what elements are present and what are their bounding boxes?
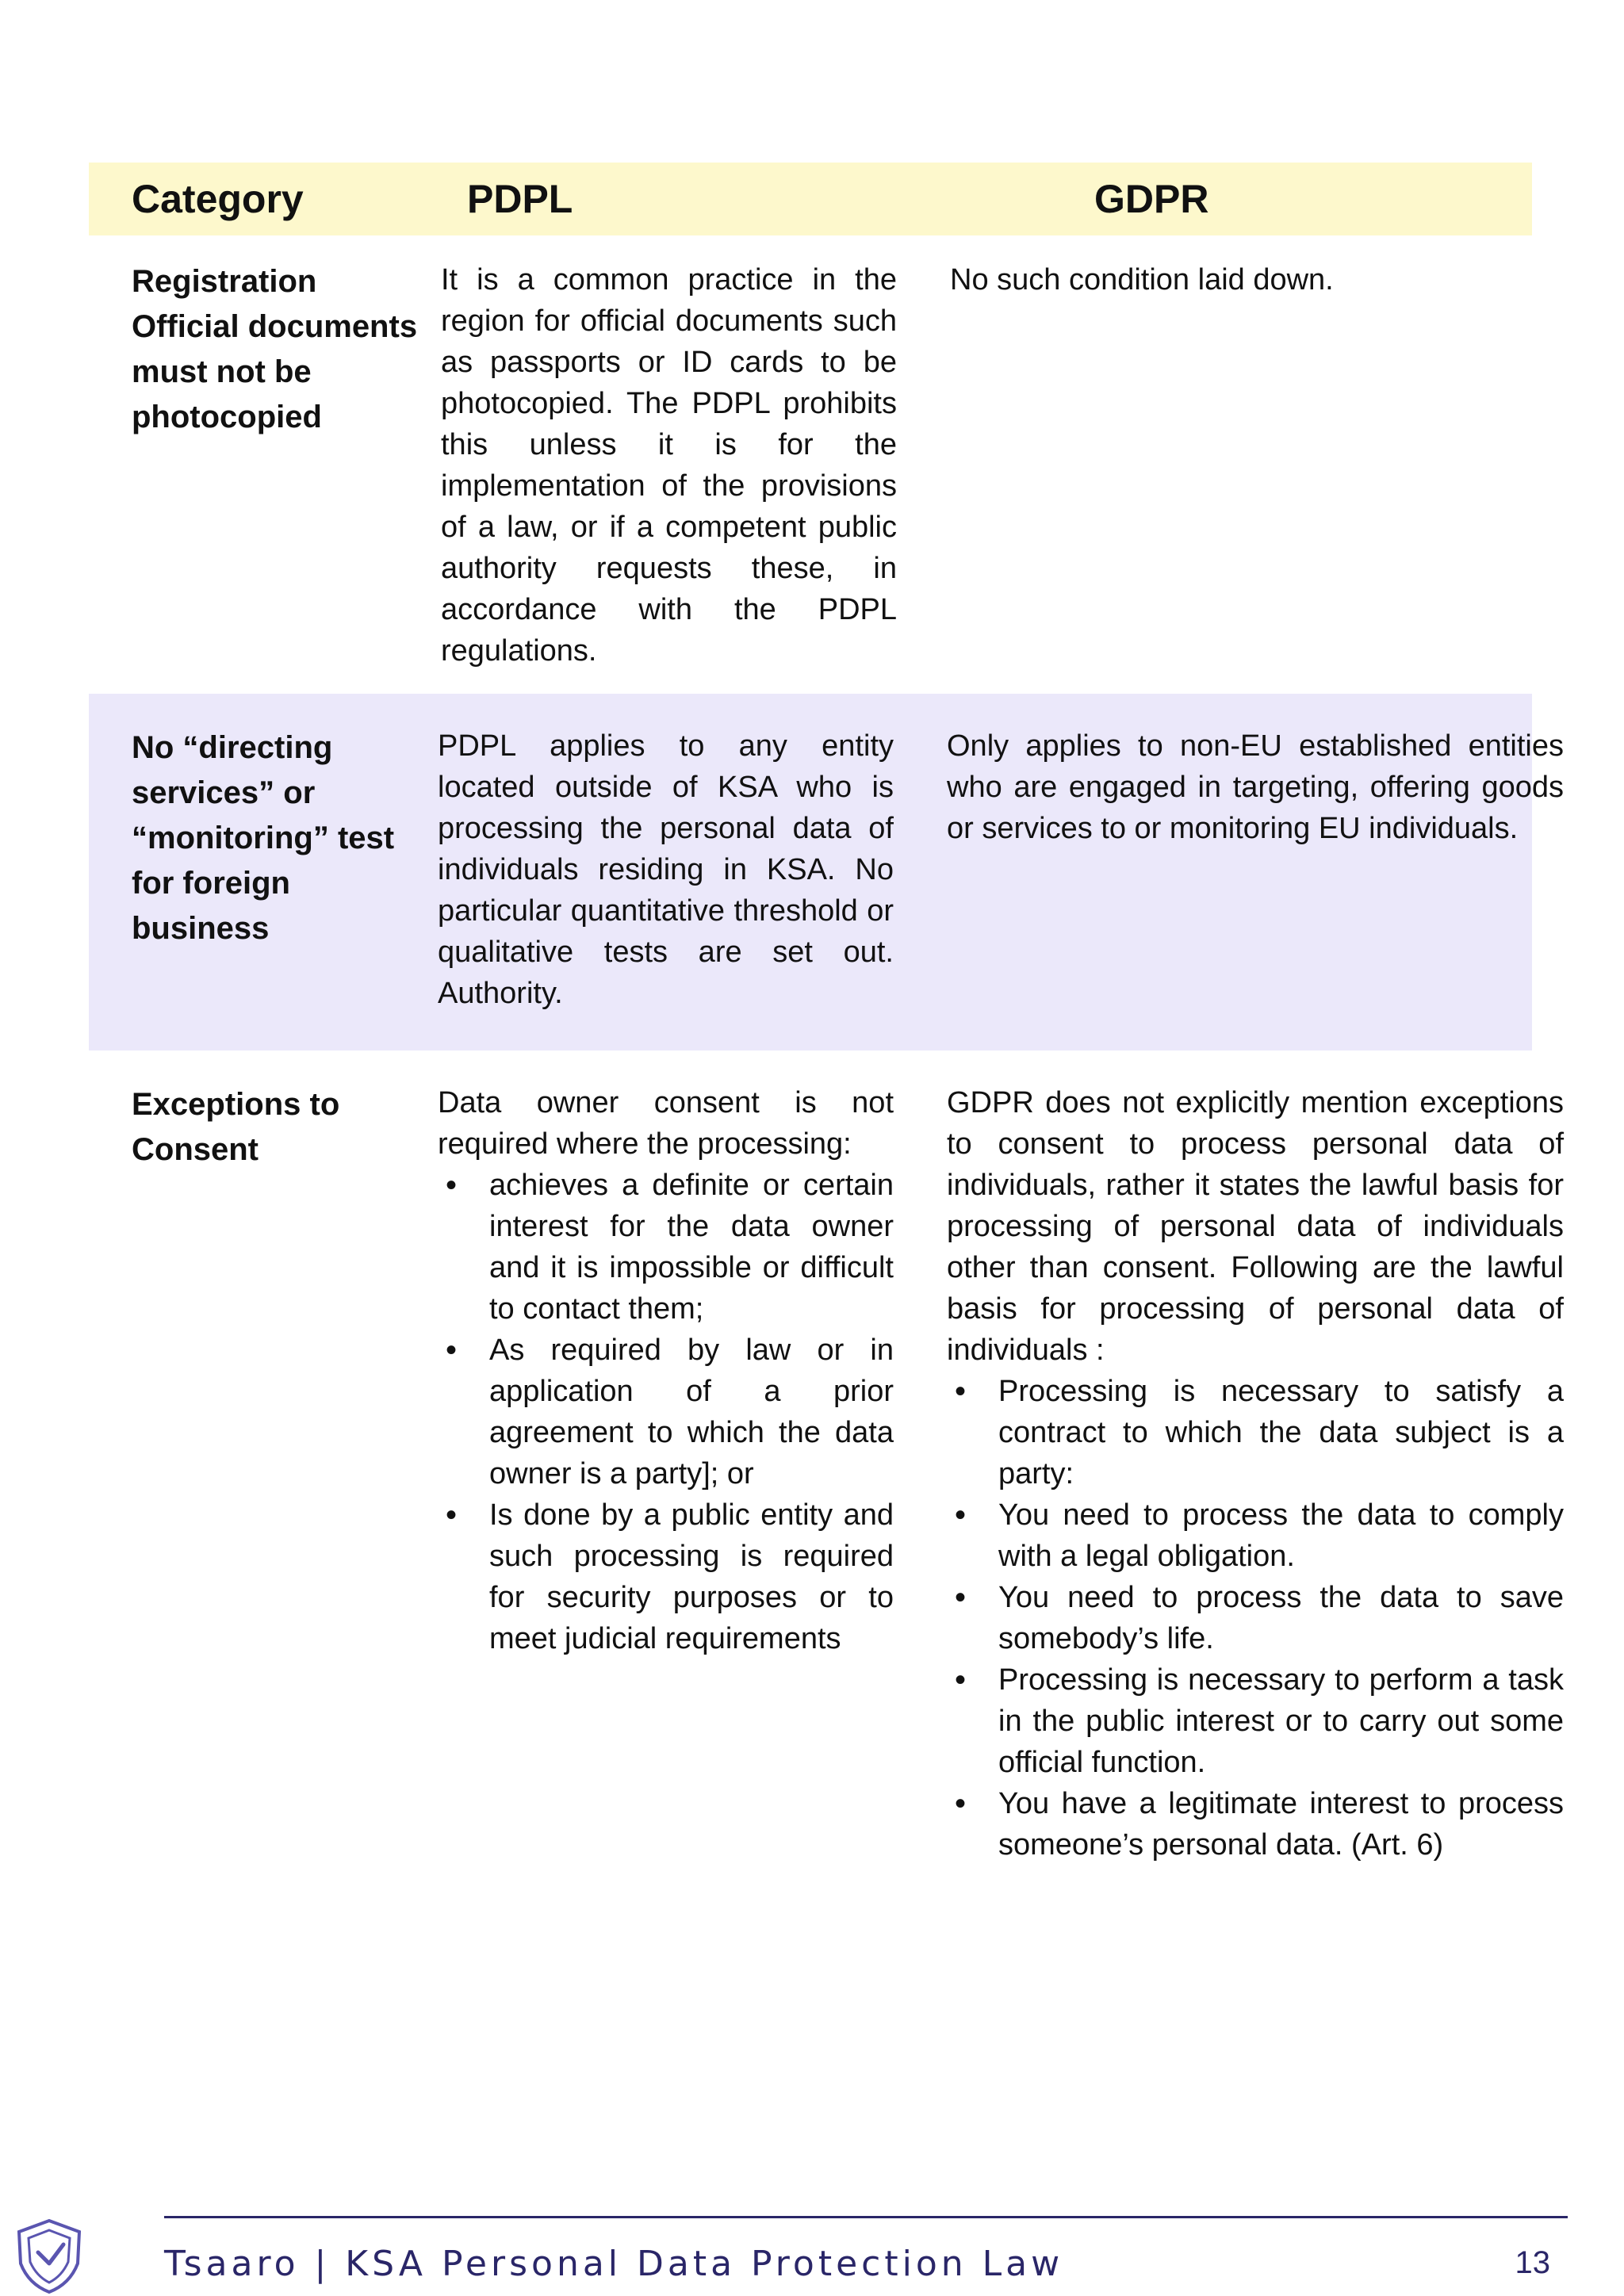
table-row	[89, 1050, 1564, 2002]
row-pdpl-text: It is a common practice in the region for official documents such as passports or ID cards to be photocopied. The PDPL prohibits this unless it is for the implementation of the provisions of a law, or if a competent public authority requests these, in accordance with the PDPL regulations.	[441, 263, 897, 668]
header-pdpl: PDPL	[467, 177, 573, 221]
table-header	[89, 163, 1532, 235]
list-item: • You have a legitimate interest to process someone’s personal data. (Art. 6)	[947, 1783, 1564, 1866]
gdpr-intro: GDPR does not explicitly mention exceptions to consent to process personal data of individuals, rather it states the lawful basis for processing of personal data of individuals other than consent. Following are the lawful basis for processing of personal data of individuals :	[947, 1086, 1564, 1367]
table-row	[89, 235, 1532, 694]
header-gdpr: GDPR	[1094, 177, 1209, 221]
row-gdpr-text: No such condition laid down.	[950, 263, 1334, 297]
row-pdpl-content	[438, 1082, 894, 1659]
list-item: • Is done by a public entity and such processing is required for security purposes or to meet judicial requirements	[438, 1494, 894, 1659]
list-item: • Processing is necessary to satisfy a contract to which the data subject is a party:	[947, 1371, 1564, 1494]
table-row	[89, 694, 1564, 1050]
list-item: • You need to process the data to comply with a legal obligation.	[947, 1494, 1564, 1577]
footer-divider	[164, 2216, 1568, 2218]
row-gdpr-content	[947, 1082, 1564, 1866]
header-category: Category	[132, 177, 304, 221]
pdpl-exceptions-list	[438, 1165, 894, 1659]
shield-logo-icon	[14, 2216, 84, 2295]
list-item: • achieves a definite or certain interest for the data owner and it is impossible or difficult to contact them;	[438, 1165, 894, 1330]
row-gdpr-text: Only applies to non-EU established entities who are engaged in targeting, offering goods or services to or monitoring EU individuals.	[947, 729, 1564, 845]
row-category: No “directing services” or “monitoring” test for foreign business	[132, 730, 395, 946]
footer-title: Tsaaro | KSA Personal Data Protection Law	[164, 2244, 1064, 2284]
row-pdpl-text: PDPL applies to any entity located outside of KSA who is processing the personal data of individuals residing in KSA. No particular quantitative threshold or qualitative tests are set out. Authority.	[438, 729, 894, 1010]
list-item: • You need to process the data to save somebody’s life.	[947, 1577, 1564, 1659]
row-category: Exceptions to Consent	[132, 1087, 340, 1167]
page-number: 13	[1515, 2245, 1550, 2280]
gdpr-lawful-basis-list	[947, 1371, 1564, 1866]
list-item: • As required by law or in application of a prior agreement to which the data owner is a party]; or	[438, 1330, 894, 1494]
list-item: • Processing is necessary to perform a task in the public interest or to carry out some official function.	[947, 1659, 1564, 1783]
row-category: Registration Official documents must not be photocopied	[132, 264, 418, 434]
pdpl-intro: Data owner consent is not required where the processing:	[438, 1086, 894, 1161]
